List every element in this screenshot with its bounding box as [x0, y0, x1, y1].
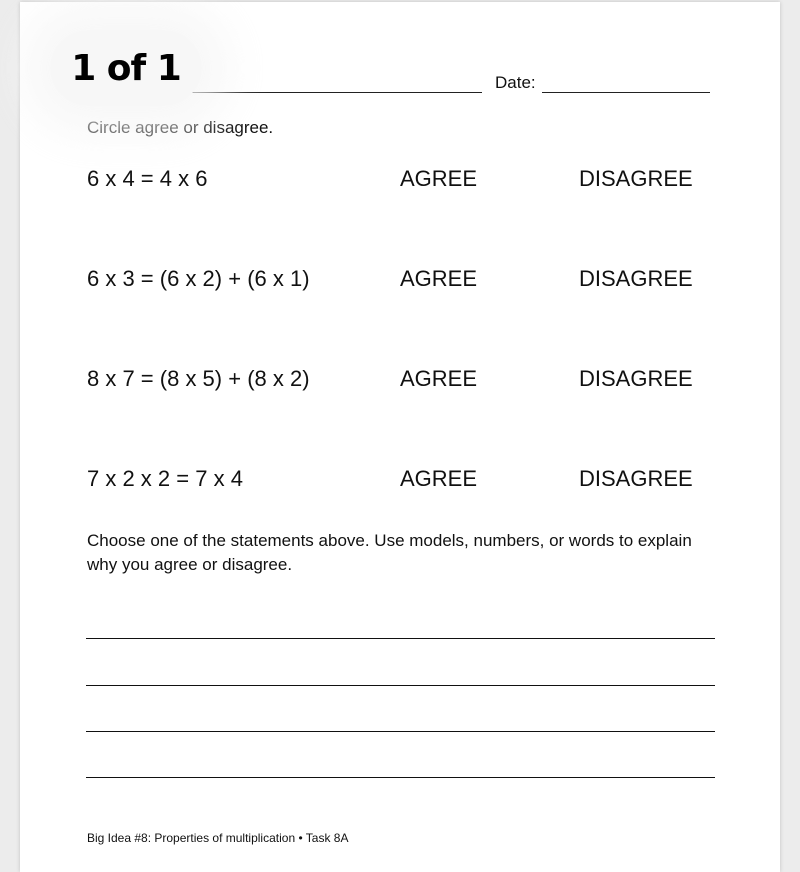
date-label: Date: — [495, 73, 536, 92]
agree-option-2[interactable]: AGREE — [400, 266, 478, 291]
agree-option-3[interactable]: AGREE — [400, 366, 478, 391]
disagree-option-3[interactable]: DISAGREE — [579, 366, 693, 391]
answer-line-4[interactable] — [86, 777, 715, 778]
instruction-text: Circle agree or disagree. — [87, 118, 274, 137]
explain-prompt: Choose one of the statements above. Use models, numbers, or words to explain why you agree or disagree. — [87, 531, 692, 574]
name-blank-line — [192, 92, 482, 93]
statement-1: 6 x 4 = 4 x 6 — [87, 166, 208, 191]
answer-line-1[interactable] — [86, 638, 715, 639]
footer-text: Big Idea #8: Properties of multiplication • Task 8A — [87, 831, 349, 845]
page-indicator-badge — [50, 30, 202, 106]
statement-3: 8 x 7 = (8 x 5) + (8 x 2) — [87, 366, 310, 391]
disagree-option-4[interactable]: DISAGREE — [579, 466, 693, 491]
agree-option-1[interactable]: AGREE — [400, 166, 478, 191]
answer-line-3[interactable] — [86, 731, 715, 732]
agree-option-4[interactable]: AGREE — [400, 466, 478, 491]
statement-2: 6 x 3 = (6 x 2) + (6 x 1) — [87, 266, 310, 291]
date-blank-line — [542, 92, 710, 93]
answer-line-2[interactable] — [86, 685, 715, 686]
disagree-option-1[interactable]: DISAGREE — [579, 166, 693, 191]
statement-4: 7 x 2 x 2 = 7 x 4 — [87, 466, 243, 491]
page-indicator-text: 1 of 1 — [71, 47, 181, 89]
disagree-option-2[interactable]: DISAGREE — [579, 266, 693, 291]
